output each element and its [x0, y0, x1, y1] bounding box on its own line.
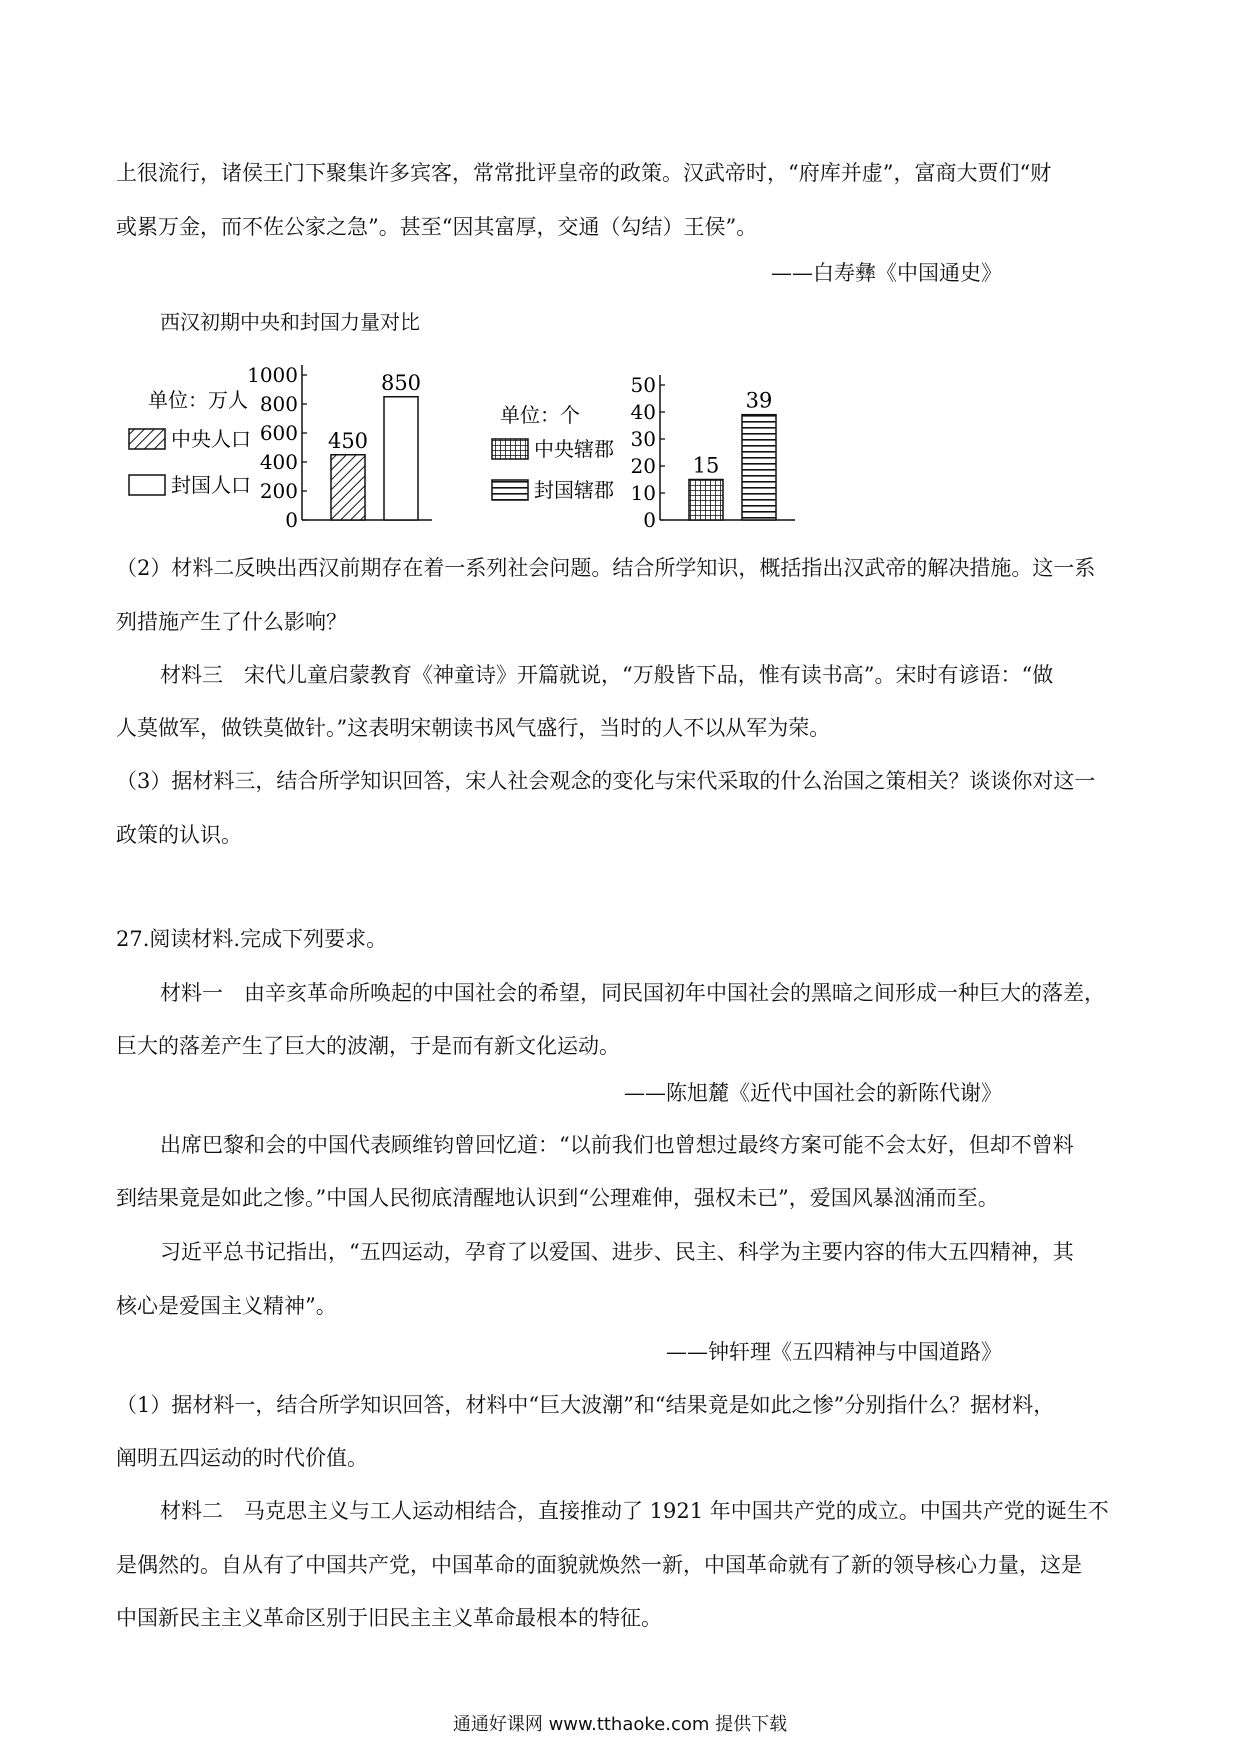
q3-line1: （3）据材料三，结合所学知识回答，宋人社会观念的变化与宋代采取的什么治国之策相关？谈谈你对这一: [116, 769, 1096, 793]
q27-p2-line2: 到结果竟是如此之惨。”中国人民彻底清醒地认识到“公理难伸，强权未已”，爱国风暴汹涌而至。: [116, 1186, 999, 1210]
page-footer: 通通好课网 www.tthaoke.com 提供下载: [452, 1714, 788, 1735]
q27-title: 27.阅读材料.完成下列要求。: [116, 927, 388, 951]
y-tick-label: 10: [630, 481, 656, 505]
y-tick-label: 0: [285, 508, 298, 532]
population-chart: [129, 363, 432, 532]
q27-m1-line2: 巨大的落差产生了巨大的波潮，于是而有新文化运动。: [116, 1034, 620, 1058]
y-tick-label: 0: [643, 508, 656, 532]
bar-value-label: 15: [692, 453, 720, 478]
q27-q1-line1: （1）据材料一，结合所学知识回答，材料中“巨大波潮”和“结果竟是如此之惨”分别指什么？据材料，: [116, 1393, 1055, 1417]
q2-line1: （2）材料二反映出西汉前期存在着一系列社会问题。结合所学知识，概括指出汉武帝的解决措施。这一系: [116, 556, 1096, 580]
commanderies-chart: [492, 373, 795, 532]
bar-value-label: 39: [745, 388, 773, 413]
bar: [689, 480, 723, 521]
bar: [331, 455, 365, 520]
y-tick-label: 800: [259, 392, 298, 416]
bar-value-label: 450: [327, 428, 369, 453]
legend-swatch: [492, 439, 528, 459]
y-tick-label: 1000: [247, 363, 298, 387]
legend-swatch: [492, 480, 528, 500]
y-tick-label: 50: [630, 373, 656, 397]
legend-label: 封国辖郡: [534, 478, 614, 502]
bar: [384, 397, 418, 520]
q27-m1-source: ——陈旭麓《近代中国社会的新陈代谢》: [624, 1081, 1002, 1105]
y-tick-label: 40: [630, 400, 656, 424]
y-tick-label: 400: [259, 450, 298, 474]
q27-m2-line2: 是偶然的。自从有了中国共产党，中国革命的面貌就焕然一新，中国革命就有了新的领导核心力量，这是: [116, 1553, 1082, 1577]
y-tick-label: 20: [630, 454, 656, 478]
material2-line1: 上很流行，诸侯王门下聚集许多宾客，常常批评皇帝的政策。汉武帝时，“府库并虚”，富商大贾们“财: [116, 161, 1052, 185]
material3-line2: 人莫做军，做铁莫做针。”这表明宋朝读书风气盛行，当时的人不以从军为荣。: [116, 716, 831, 740]
bar-value-label: 850: [380, 370, 422, 395]
q27-p2-line1: 出席巴黎和会的中国代表顾维钧曾回忆道：“以前我们也曾想过最终方案可能不会太好，但却不曾料: [160, 1133, 1074, 1157]
chart-unit-label: 单位：个: [500, 403, 580, 427]
q27-p3-line2: 核心是爱国主义精神”。: [116, 1294, 337, 1318]
q27-p3-source: ——钟轩理《五四精神与中国道路》: [666, 1340, 1002, 1364]
q27-m1-line1: 材料一 由辛亥革命所唤起的中国社会的希望，同民国初年中国社会的黑暗之间形成一种巨大的落差，: [160, 981, 1105, 1005]
q2-line2: 列措施产生了什么影响？: [116, 610, 347, 634]
legend-swatch: [129, 429, 165, 449]
q27-p3-line1: 习近平总书记指出，“五四运动，孕育了以爱国、进步、民主、科学为主要内容的伟大五四精神，其: [160, 1240, 1074, 1264]
y-tick-label: 30: [630, 427, 656, 451]
chart-caption: 西汉初期中央和封国力量对比: [160, 310, 420, 334]
q3-line2: 政策的认识。: [116, 823, 242, 847]
material3-line1: 材料三 宋代儿童启蒙教育《神童诗》开篇就说，“万般皆下品，惟有读书高”。宋时有谚语：“做: [160, 663, 1054, 687]
legend-label: 中央人口: [171, 427, 251, 451]
q27-q1-line2: 阐明五四运动的时代价值。: [116, 1446, 368, 1470]
y-tick-label: 600: [259, 421, 298, 445]
q27-m2-line1: 材料二 马克思主义与工人运动相结合，直接推动了 1921 年中国共产党的成立。中国共产党的诞生不: [160, 1499, 1109, 1523]
y-tick-label: 200: [259, 479, 298, 503]
chart-unit-label: 单位：万人: [148, 388, 248, 412]
bar: [742, 415, 776, 520]
legend-label: 中央辖郡: [534, 437, 614, 461]
q27-m2-line3: 中国新民主主义革命区别于旧民主主义革命最根本的特征。: [116, 1606, 662, 1630]
chart-figure: [0, 355, 1240, 555]
material2-source: ——白寿彝《中国通史》: [771, 261, 1002, 285]
legend-label: 封国人口: [171, 473, 251, 497]
material2-line2: 或累万金，而不佐公家之急”。甚至“因其富厚，交通（勾结）王侯”。: [116, 215, 758, 239]
legend-swatch: [129, 475, 165, 495]
